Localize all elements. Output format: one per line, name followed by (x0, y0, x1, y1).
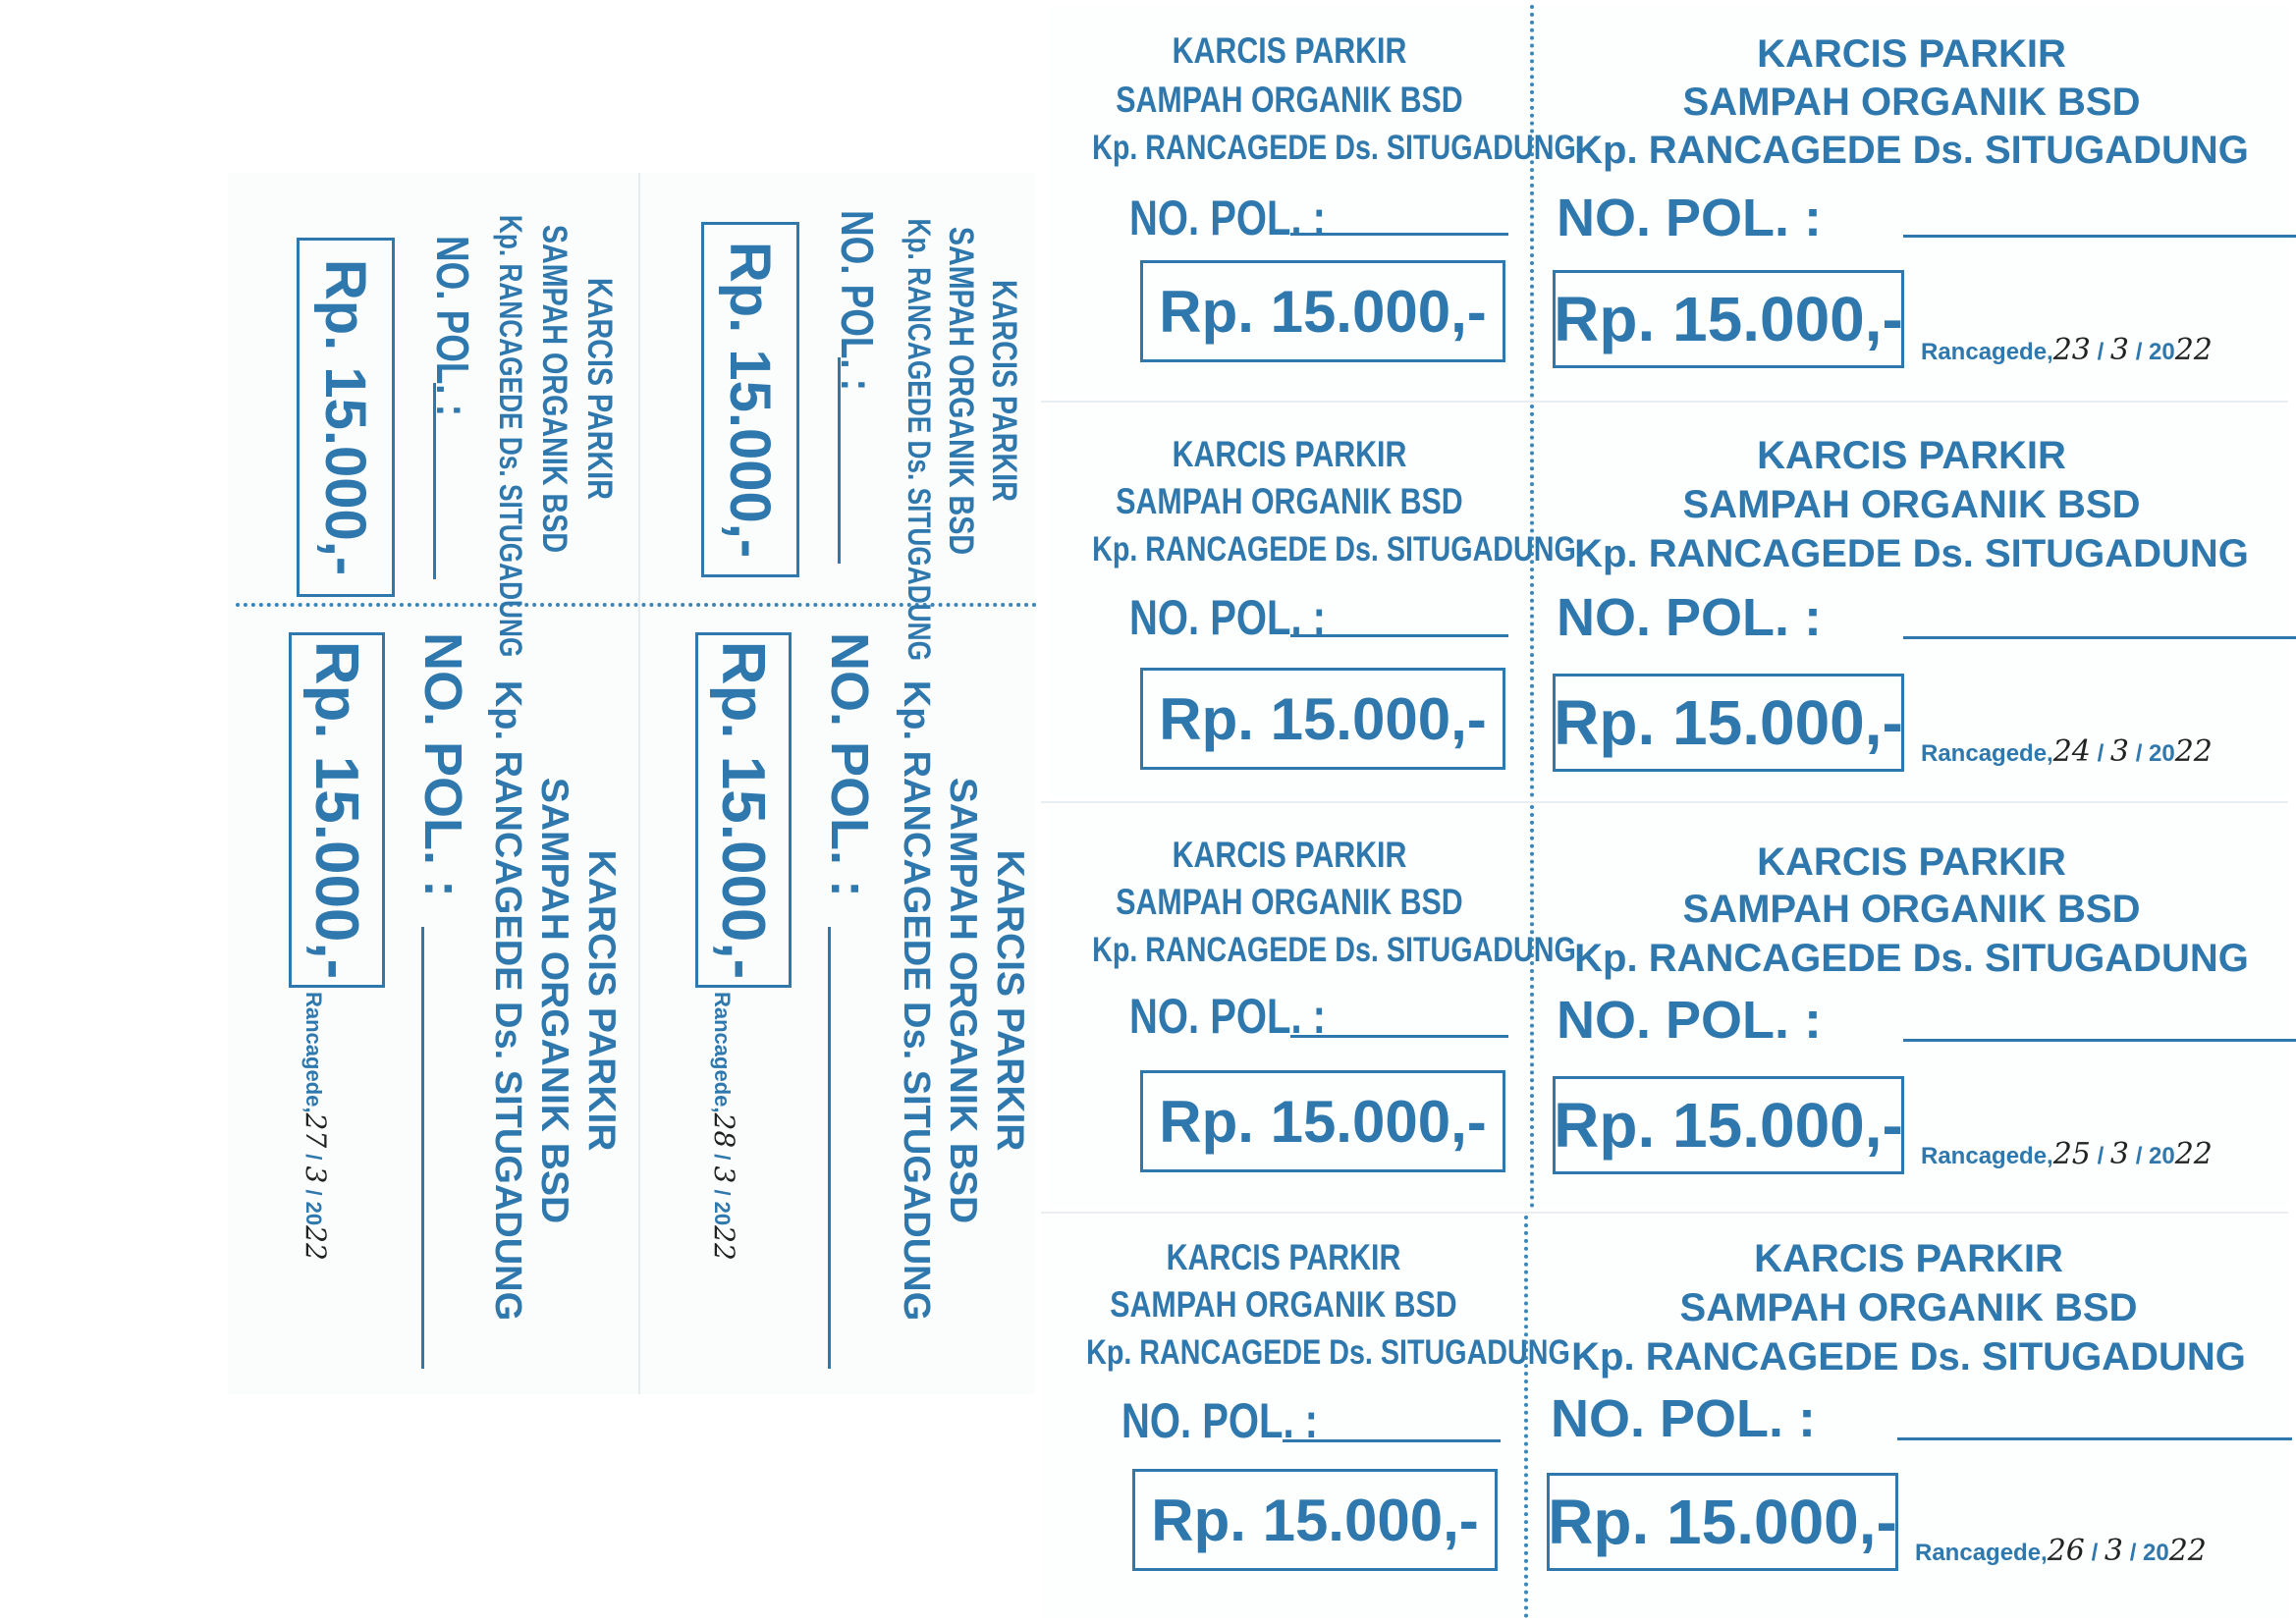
ticket-title: KARCIS PARKIR (580, 278, 619, 500)
pol-line (1903, 235, 2296, 238)
pol-label: NO. POL. : (1551, 1389, 1816, 1448)
price-box: Rp. 15.000,- (1140, 260, 1505, 362)
ticket-location: Kp. RANCAGEDE Ds. SITUGADUNG (1086, 1333, 1570, 1372)
ticket-subtitle: SAMPAH ORGANIK BSD (1116, 481, 1463, 521)
rotated-ticket-a (226, 613, 638, 1388)
date-century: / 20 (2135, 740, 2175, 767)
date-stamp: Rancagede,26 / 3 / 2022 (1915, 1534, 2207, 1568)
ticket-pair-1 (1049, 5, 2288, 398)
pol-line (1290, 634, 1508, 637)
ticket-title: KARCIS PARKIR (1757, 434, 2066, 477)
price-box: Rp. 15.000,- (695, 632, 792, 988)
date-day: 26 (2047, 1534, 2085, 1568)
ticket-location: Kp. RANCAGEDE Ds. SITUGADUNG (487, 679, 528, 1322)
date-month: 3 (2104, 1534, 2124, 1568)
date-century: / 20 (301, 1189, 326, 1226)
date-century: / 20 (710, 1189, 735, 1226)
ticket-subtitle: SAMPAH ORGANIK BSD (1682, 483, 2141, 526)
ticket-main (1529, 1216, 2288, 1618)
perforation (1530, 405, 1534, 797)
ticket-subtitle: SAMPAH ORGANIK BSD (1116, 882, 1463, 922)
ticket-subtitle: SAMPAH ORGANIK BSD (1679, 1286, 2138, 1329)
date-year: 22 (2174, 734, 2213, 769)
ticket-subtitle: SAMPAH ORGANIK BSD (1682, 81, 2141, 124)
ticket-subtitle: SAMPAH ORGANIK BSD (1110, 1284, 1457, 1325)
ticket-title: KARCIS PARKIR (989, 849, 1031, 1152)
date-day: 24 (2052, 734, 2091, 769)
date-day: 23 (2052, 333, 2091, 367)
pol-label: NO. POL. : (1557, 991, 1822, 1050)
date-prefix: Rancagede, (1915, 1540, 2048, 1566)
date-prefix: Rancagede, (301, 992, 326, 1113)
ticket-stub (1049, 5, 1576, 398)
pol-line (1283, 1439, 1501, 1442)
price-box: Rp. 15.000,- (701, 222, 799, 577)
ticket-location: Kp. RANCAGEDE Ds. SITUGADUNG (1574, 532, 2249, 575)
pol-label: NO. POL. : (1129, 989, 1326, 1044)
pol-line (828, 927, 831, 1369)
pol-label: NO. POL. : (1129, 590, 1326, 645)
ticket-title: KARCIS PARKIR (1172, 30, 1407, 71)
price-box: Rp. 15.000,- (1547, 1473, 1898, 1571)
price-box: Rp. 15.000,- (297, 238, 395, 597)
ticket-main (1535, 5, 2288, 398)
ticket-title: KARCIS PARKIR (1172, 434, 1407, 474)
ticket-pair-2 (1049, 405, 2288, 797)
ticket-location: Kp. RANCAGEDE Ds. SITUGADUNG (1574, 129, 2249, 172)
ticket-location: Kp. RANCAGEDE Ds. SITUGADUNG (1092, 129, 1576, 167)
pol-label: NO. POL. : (820, 632, 879, 897)
pol-line (1290, 1035, 1508, 1038)
ticket-subtitle: SAMPAH ORGANIK BSD (533, 777, 575, 1224)
ticket-title: KARCIS PARKIR (1754, 1237, 2063, 1280)
pol-label: NO. POL. : (1557, 588, 1822, 647)
rotated-ticket-b (640, 613, 1041, 1388)
ticket-title: KARCIS PARKIR (985, 280, 1023, 502)
rotated-stub-a (236, 177, 638, 658)
perforation (1530, 5, 1534, 398)
ticket-pair-3 (1049, 805, 2288, 1208)
pol-line (1903, 1039, 2296, 1042)
ticket-location: Kp. RANCAGEDE Ds. SITUGADUNG (902, 218, 937, 661)
date-century: / 20 (2135, 339, 2175, 365)
pol-line (1897, 1437, 2292, 1440)
ticket-subtitle: SAMPAH ORGANIK BSD (942, 777, 984, 1224)
date-day: 28 (708, 1112, 740, 1149)
ticket-location: Kp. RANCAGEDE Ds. SITUGADUNG (896, 679, 937, 1322)
date-stamp: Rancagede,28 / 3 / 2022 (708, 992, 740, 1261)
date-century: / 20 (2129, 1540, 2169, 1566)
ticket-location: Kp. RANCAGEDE Ds. SITUGADUNG (1092, 931, 1576, 969)
date-stamp: Rancagede,25 / 3 / 2022 (1921, 1137, 2213, 1171)
ticket-location: Kp. RANCAGEDE Ds. SITUGADUNG (493, 214, 528, 658)
date-prefix: Rancagede, (1921, 339, 2053, 365)
pol-line (421, 927, 424, 1369)
ticket-location: Kp. RANCAGEDE Ds. SITUGADUNG (1092, 530, 1576, 568)
date-month: 3 (2109, 1137, 2130, 1171)
perforation (1530, 805, 1534, 1208)
date-prefix: Rancagede, (1921, 1143, 2053, 1169)
pol-label: NO. POL. : (832, 210, 883, 391)
pol-line (1903, 636, 2296, 639)
pol-label: NO. POL. : (427, 236, 478, 416)
date-year: 22 (2174, 333, 2213, 367)
date-month: 3 (300, 1165, 332, 1184)
price-box: Rp. 15.000,- (1553, 1076, 1904, 1174)
ticket-subtitle: SAMPAH ORGANIK BSD (1682, 888, 2141, 931)
perforation (1524, 1216, 1528, 1618)
date-prefix: Rancagede, (1921, 740, 2053, 767)
pol-line (1290, 233, 1508, 236)
ticket-location: Kp. RANCAGEDE Ds. SITUGADUNG (1574, 937, 2249, 980)
pol-label: NO. POL. : (1121, 1393, 1318, 1448)
price-box: Rp. 15.000,- (1140, 668, 1505, 770)
pol-label: NO. POL. : (413, 632, 472, 897)
ticket-stub (1049, 805, 1576, 1208)
date-day: 27 (300, 1112, 332, 1149)
rotated-stub-b (644, 181, 1041, 661)
ticket-main (1535, 405, 2288, 797)
pol-label: NO. POL. : (1129, 190, 1326, 245)
ticket-title: KARCIS PARKIR (1757, 32, 2066, 76)
ticket-subtitle: SAMPAH ORGANIK BSD (1116, 80, 1463, 120)
price-box: Rp. 15.000,- (1553, 674, 1904, 772)
row-separator (1041, 1212, 2288, 1214)
ticket-location: Kp. RANCAGEDE Ds. SITUGADUNG (1571, 1335, 2246, 1379)
ticket-pair-4 (1043, 1216, 2288, 1618)
date-prefix: Rancagede, (710, 992, 735, 1113)
ticket-title: KARCIS PARKIR (580, 849, 623, 1152)
date-stamp: Rancagede,24 / 3 / 2022 (1921, 734, 2213, 769)
price-box: Rp. 15.000,- (1132, 1469, 1498, 1571)
ticket-subtitle: SAMPAH ORGANIK BSD (942, 226, 980, 556)
ticket-title: KARCIS PARKIR (1166, 1237, 1401, 1277)
pol-line (838, 357, 841, 564)
price-box: Rp. 15.000,- (1140, 1070, 1505, 1172)
date-month: 3 (2109, 333, 2130, 367)
ticket-title: KARCIS PARKIR (1172, 835, 1407, 875)
date-stamp: Rancagede,27 / 3 / 2022 (300, 992, 332, 1261)
ticket-subtitle: SAMPAH ORGANIK BSD (535, 224, 574, 554)
ticket-stub (1043, 1216, 1570, 1618)
date-century: / 20 (2135, 1143, 2175, 1169)
date-year: 22 (2168, 1534, 2207, 1568)
date-year: 22 (708, 1225, 740, 1261)
pol-line (433, 383, 436, 579)
date-month: 3 (2109, 734, 2130, 769)
pol-label: NO. POL. : (1557, 189, 1822, 247)
date-year: 22 (300, 1225, 332, 1261)
row-separator (1041, 801, 2288, 803)
ticket-title: KARCIS PARKIR (1757, 840, 2066, 884)
date-day: 25 (2052, 1137, 2091, 1171)
row-separator (1041, 401, 2288, 403)
ticket-stub (1049, 405, 1576, 797)
date-year: 22 (2174, 1137, 2213, 1171)
date-month: 3 (708, 1165, 740, 1184)
date-stamp: Rancagede,23 / 3 / 2022 (1921, 333, 2213, 367)
price-box: Rp. 15.000,- (289, 632, 385, 988)
price-box: Rp. 15.000,- (1553, 270, 1904, 368)
ticket-main (1535, 805, 2288, 1208)
